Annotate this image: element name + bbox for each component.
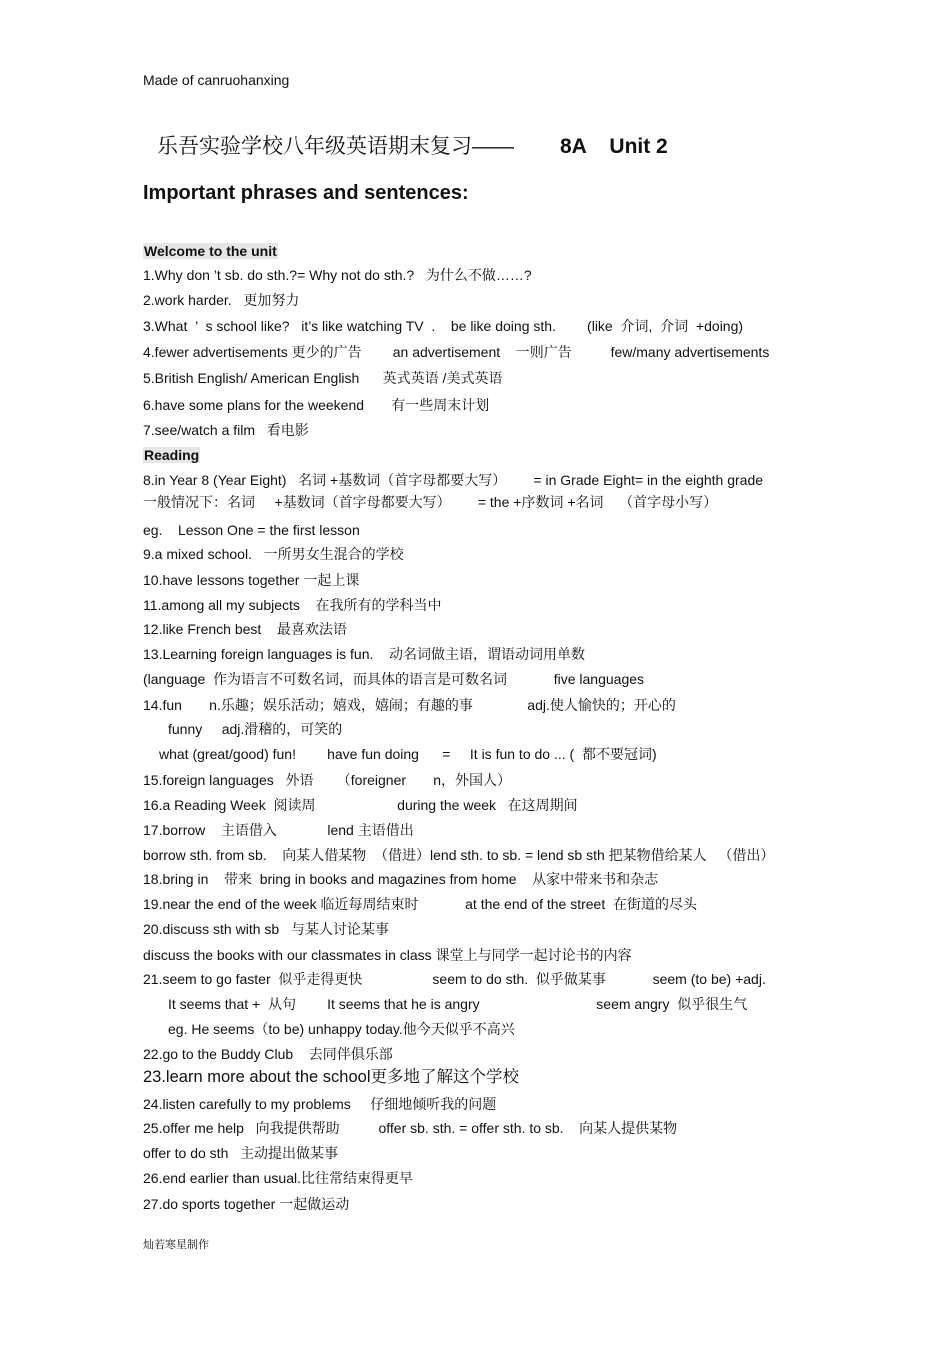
phrase-line: 16.a Reading Week 阅读周 during the week 在这周期间 [143,797,578,813]
phrase-line: 18.bring in 带来 bring in books and magazines from home 从家中带来书和杂志 [143,871,659,887]
phrase-line: offer to do sth 主动提出做某事 [143,1145,339,1161]
phrase-line: eg. He seems（to be) unhappy today.他今天似乎不高兴 [168,1021,515,1037]
phrase-line: 21.seem to go faster 似乎走得更快 seem to do sth. 似乎做某事 seem (to be) +adj. [143,971,766,987]
phrase-line: 1.Why don ’t sb. do sth.?= Why not do sth.? 为什么不做……? [143,267,532,283]
phrase-line: 24.listen carefully to my problems 仔细地倾听我的问题 [143,1096,497,1112]
phrase-line: 23.learn more about the school更多地了解这个学校 [143,1068,519,1086]
phrase-line: 13.Learning foreign languages is fun. 动名词做主语，谓语动词用单数 [143,646,585,662]
page-header: Made of canruohanxing [143,72,290,88]
phrase-line: 25.offer me help 向我提供帮助 offer sb. sth. = offer sth. to sb. 向某人提供某物 [143,1120,678,1136]
phrase-line: 22.go to the Buddy Club 去同伴俱乐部 [143,1046,393,1062]
page-footer: 灿若寒星制作 [143,1238,209,1251]
title-main: 乐吾实验学校八年级英语期末复习—— [157,135,514,158]
title-unit: 8A Unit 2 [560,135,668,158]
phrase-line: what (great/good) fun! have fun doing = It is fun to do ... ( 都不要冠词) [159,746,657,762]
phrase-line: 5.British English/ American English 英式英语 /美式英语 [143,370,503,386]
phrase-line: 11.among all my subjects 在我所有的学科当中 [143,597,442,613]
phrase-line: borrow sth. from sb. 向某人借某物 （借进）lend sth. to sb. = lend sb sth 把某物借给某人 （借出） [143,847,775,863]
phrase-line: 9.a mixed school. 一所男女生混合的学校 [143,546,404,562]
phrase-line: 12.like French best 最喜欢法语 [143,621,347,637]
phrase-line: 6.have some plans for the weekend 有一些周末计划 [143,397,490,413]
section-label: Welcome to the unit [144,243,277,259]
phrase-line: 8.in Year 8 (Year Eight) 名词 +基数词（首字母都要大写） = in Grade Eight= in the eighth grade [143,472,764,488]
phrase-line: discuss the books with our classmates in class 课堂上与同学一起讨论书的内容 [143,947,632,963]
phrase-line: 17.borrow 主语借入 lend 主语借出 [143,822,414,838]
phrase-line: 一般情况下：名词 +基数词（首字母都要大写） = the +序数词 +名词 （首字母小写） [143,494,718,510]
phrase-line: 3.What ’ s school like? it’s like watching TV . be like doing sth. (like 介词, 介词 +doing) [143,318,744,334]
phrase-line: 20.discuss sth with sb 与某人讨论某事 [143,921,389,937]
phrase-line: 7.see/watch a film 看电影 [143,422,309,438]
phrase-line: eg. Lesson One = the first lesson [143,522,360,538]
page-title [157,130,668,160]
phrase-line: 4.fewer advertisements 更少的广告 an advertisement 一则广告 few/many advertisements [143,344,770,360]
section-label: Reading [144,447,200,463]
phrase-line: 10.have lessons together 一起上课 [143,572,360,588]
phrase-line: (language 作为语言不可数名词，而具体的语言是可数名词 five languages [143,671,645,687]
phrase-line: 2.work harder. 更加努力 [143,292,300,308]
phrase-line: 19.near the end of the week 临近每周结束时 at the end of the street 在街道的尽头 [143,896,698,912]
phrase-line: 27.do sports together 一起做运动 [143,1196,350,1212]
phrase-line: 26.end earlier than usual.比往常结束得更早 [143,1170,413,1186]
phrase-line: 15.foreign languages 外语 （foreigner n，外国人） [143,772,512,788]
phrase-line: funny adj.滑稽的，可笑的 [168,721,343,737]
section-heading: Important phrases and sentences: [143,182,469,204]
phrase-line: It seems that + 从句 It seems that he is angry seem angry 似乎很生气 [168,996,748,1012]
phrase-line: 14.fun n.乐趣；娱乐活动；嬉戏，嬉闹；有趣的事 adj.使人愉快的；开心的 [143,697,676,713]
